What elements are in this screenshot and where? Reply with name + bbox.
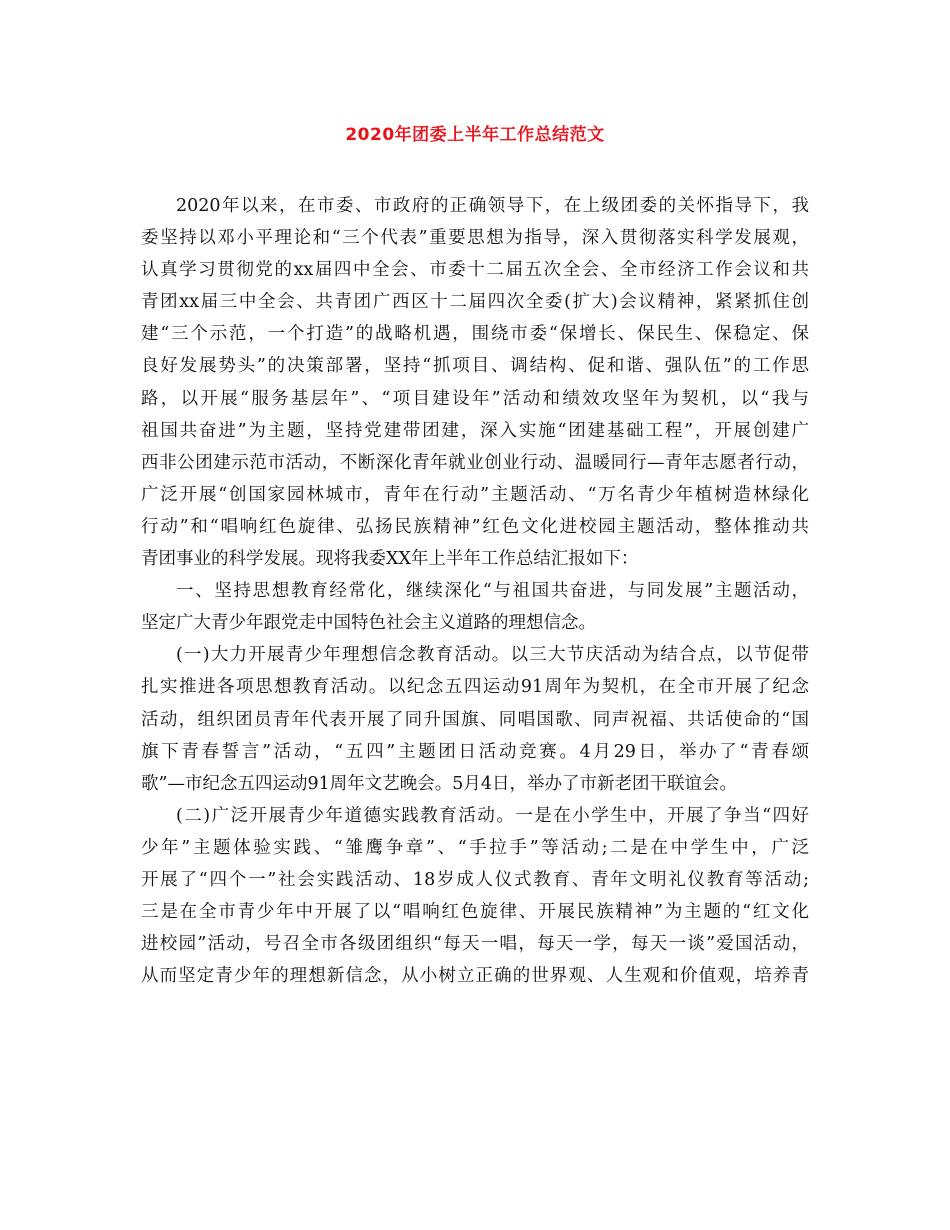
body-line: 坚定广大青少年跟党走中国特色社会主义道路的理想信念。: [141, 613, 596, 634]
body-line: 认真学习贯彻党的xx届四中全会、市委十二届五次全会、全市经济工作会议和共: [141, 260, 809, 281]
body-line: 路，以开展“服务基层年”、“项目建设年”活动和绩效攻坚年为契机，以“我与: [141, 388, 809, 409]
body-line: 开展了“四个一”社会实践活动、18岁成人仪式教育、青年文明礼仪教育等活动;: [141, 869, 809, 890]
body-line: 广泛开展“创国家园林城市，青年在行动”主题活动、“万名青少年植树造林绿化: [141, 484, 809, 505]
body-line: 青团xx届三中全会、共青团广西区十二届四次全委(扩大)会议精神，紧紧抓住创: [141, 292, 809, 313]
body-line: 西非公团建示范市活动，不断深化青年就业创业行动、温暖同行—青年志愿者行动，: [141, 452, 809, 473]
body-line: 2020年以来，在市委、市政府的正确领导下，在上级团委的关怀指导下，我: [176, 196, 809, 216]
body-line: 歌”—市纪念五四运动91周年文艺晚会。5月4日，举办了市新老团干联谊会。: [141, 773, 737, 794]
document-body: [141, 190, 809, 992]
body-line: 行动”和“唱响红色旋律、弘扬民族精神”红色文化进校园主题活动，整体推动共: [141, 516, 809, 537]
body-line: 旗下青春誓言”活动，“五四”主题团日活动竞赛。4月29日，举办了“青春颂: [141, 741, 809, 762]
body-line: 三是在全市青少年中开展了以“唱响红色旋律、开展民族精神”为主题的“红文化: [141, 902, 809, 923]
body-line: (一)大力开展青少年理想信念教育活动。以三大节庆活动为结合点，以节促带: [176, 645, 809, 666]
body-line: 扎实推进各项思想教育活动。以纪念五四运动91周年为契机，在全市开展了纪念: [141, 677, 809, 698]
body-line: 从而坚定青少年的理想新信念，从小树立正确的世界观、人生观和价值观，培养青: [141, 966, 809, 987]
body-line: 青团事业的科学发展。现将我委XX年上半年工作总结汇报如下：: [141, 549, 639, 570]
body-line: 委坚持以邓小平理论和“三个代表”重要思想为指导，深入贯彻落实科学发展观，: [141, 228, 809, 249]
body-line: 进校园”活动，号召全市各级团组织“每天一唱，每天一学，每天一谈”爱国活动，: [141, 934, 809, 955]
document-title: 2020年团委上半年工作总结范文: [345, 125, 605, 145]
body-line: 建“三个示范，一个打造”的战略机遇，围绕市委“保增长、保民生、保稳定、保: [141, 324, 809, 345]
body-line: 少年”主题体验实践、“雏鹰争章”、“手拉手”等活动;二是在中学生中，广泛: [141, 837, 809, 858]
body-line: 祖国共奋进”为主题，坚持党建带团建，深入实施“团建基础工程”，开展创建广: [141, 420, 809, 441]
body-line: 良好发展势头”的决策部署，坚持“抓项目、调结构、促和谐、强队伍”的工作思: [141, 356, 809, 377]
body-line: 活动，组织团员青年代表开展了同升国旗、同唱国歌、同声祝福、共话使命的“国: [141, 709, 809, 730]
body-line: 一、坚持思想教育经常化，继续深化“与祖国共奋进，与同发展”主题活动，: [176, 581, 809, 602]
body-line: (二)广泛开展青少年道德实践教育活动。一是在小学生中，开展了争当“四好: [176, 805, 809, 826]
